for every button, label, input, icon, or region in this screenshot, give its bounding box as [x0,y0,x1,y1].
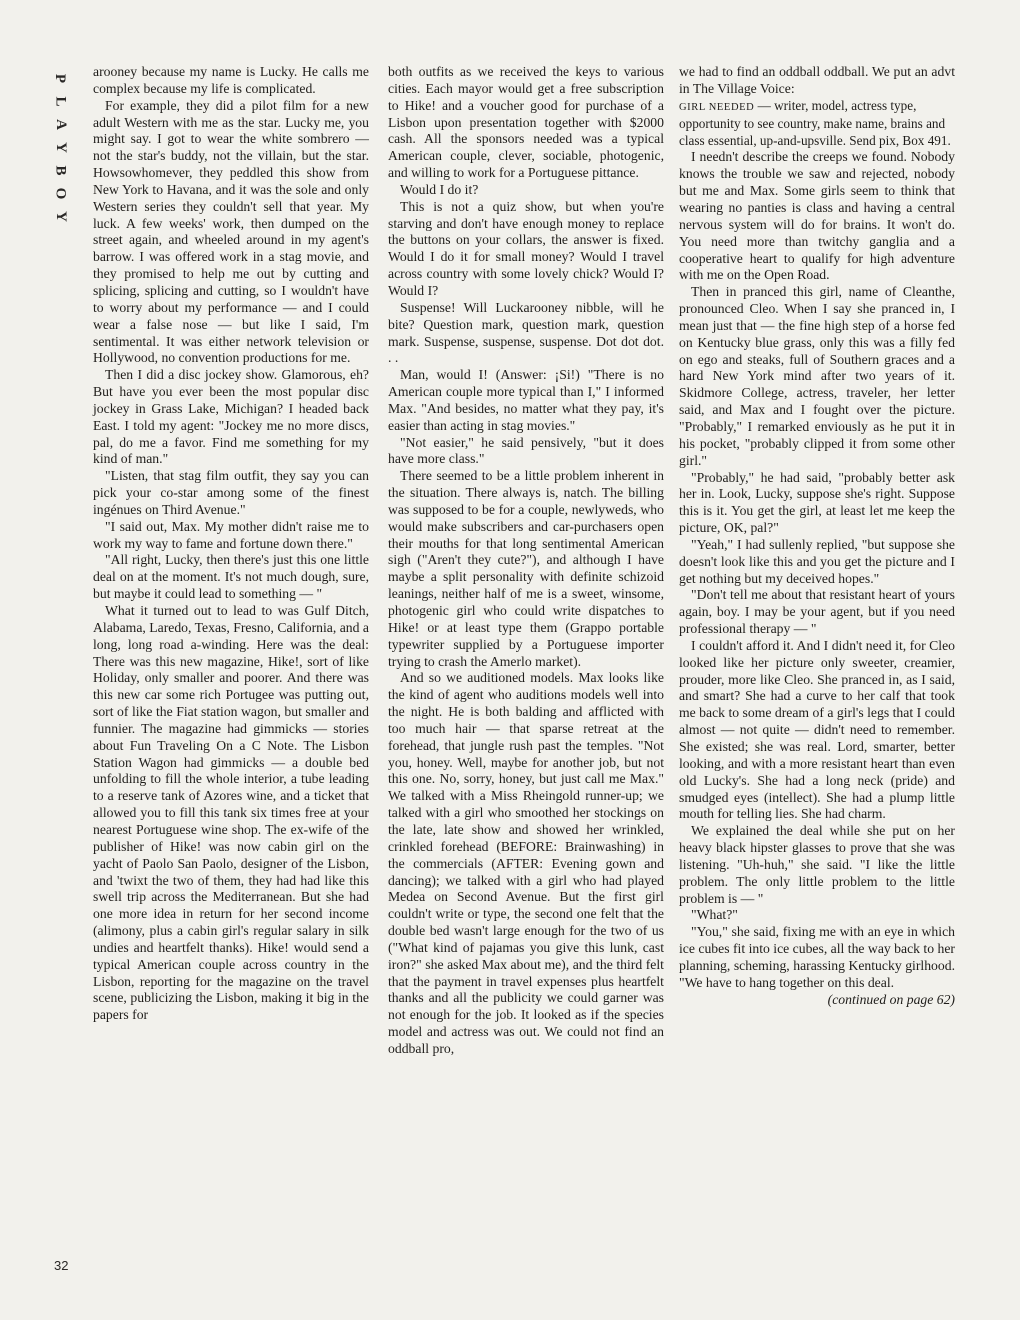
paragraph: "Not easier," he said pensively, "but it does have more class." [388,434,664,467]
paragraph: arooney because my name is Lucky. He calls me complex because my life is complicated. [93,64,369,96]
sidebar-letter: A [52,119,69,130]
paragraph: "Yeah," I had sullenly replied, "but suppose she doesn't look like this and you get the picture and I get nothing but my deceived hopes." [679,536,955,586]
paragraph: "What?" [691,907,738,923]
continued-note[interactable]: (continued on page 62) [827,991,955,1007]
text-column-2 [388,64,664,1058]
text-column-3 [679,64,955,1009]
text-column-1 [93,64,369,1024]
paragraph: We explained the deal while she put on her heavy black hipster glasses to prove that she was listening. "Uh-huh," she said. "I like the little problem. The only little problem to the little problem is — " [679,823,955,906]
sidebar-letter: P [52,73,69,84]
sidebar-letter: Y [52,142,69,153]
page-number: 32 [54,1258,69,1273]
paragraph: And so we auditioned models. Max looks like the kind of agent who auditions models well into the night. He is both balding and afflicted with too much hair — that sparse retreat at the forehead, that jungle rush past the temples. "Not you, honey. Well, maybe for another job, but not this one. No, sorry, honey, but just call me Max." We talked with a Miss Rheingold runner-up; we talked with a girl who smoothed her stockings on the late, late show and showed her wrinkled, crinkled forehead (BEFORE: Brainwashing) in the commercials (AFTER: Evening gown and dancing); we talked with a girl who had played Medea on Second Avenue. But the first girl couldn't write or type, the second one felt that the double bed wasn't large enough for the two of us ("What kind of pajamas you give this lunk, cast iron?" she asked Max about me), and the third felt that the payment in travel expenses plus heartfelt thanks and all the publicity we could garner was not enough for the job. It looked as if the species model and actress was out. We could not find an oddball pro, [388,670,664,1056]
paragraph: Would I do it? [400,181,479,197]
paragraph: There seemed to be a little problem inherent in the situation. There always is, natch. The billing was supposed to be for a couple, newlyweds, who would make subscribers and car-purchasers open their mouths for that long sentimental American sigh ("Aren't they cute?"), and although I have maybe a split personality with definite schizoid leanings, neither half of me is a sweet, winsome, photogenic girl who could write dispatches to Hike! or at least type them (Grappo portable typewriter supplied by a Portuguese importer trying to crash the Amerlo market). [388,468,664,669]
paragraph: Man, would I! (Answer: ¡Si!) "There is no American couple more typical than I," I informed Max. "And besides, no matter what they pay, it's easier than acting in stag movies." [388,367,664,433]
sidebar-letter: O [52,187,69,200]
paragraph: "Listen, that stag film outfit, they say you can pick your co-star among some of the finest ingénues on Third Avenue." [93,468,369,517]
classified-ad [679,98,955,150]
ad-lead: GIRL NEEDED [679,101,755,113]
magazine-sidebar-logo [44,70,76,230]
paragraph: "Don't tell me about that resistant heart of yours again, boy. I may be your agent, but if you need professional therapy — " [679,587,955,637]
sidebar-letter: Y [52,211,69,222]
paragraph: "All right, Lucky, then there's just this one little deal on at the moment. It's not much dough, sure, but maybe it could lead to something — " [93,552,369,602]
paragraph: Suspense! Will Luckarooney nibble, will he bite? Question mark, question mark, question mark. Suspense, suspense, suspense. Dot dot dot. . . [388,299,664,366]
ad-body: — writer, model, actress type, opportunity to see country, make name, brains and class essential, up-and-upsville. Send pix, Box 491. [679,97,951,148]
sidebar-letter: L [52,96,69,107]
paragraph: "I said out, Max. My mother didn't raise me to work my way to fame and fortune down there." [93,518,369,551]
paragraph: "You," she said, fixing me with an eye in which ice cubes fit into ice cubes, all the way back to her planning, scheming, harassing Kentucky girlhood. "We have to hang together on this deal. [679,924,955,990]
sidebar-letter: B [52,165,69,176]
paragraph: This is not a quiz show, but when you're starving and don't have enough money to replace the buttons on your collars, the answer is fixed. Would I do it for small money? Would I travel across country with some lovely chick? Would I? Would I? [388,198,664,298]
paragraph: Then I did a disc jockey show. Glamorous, eh? But have you ever been the most popular disc jockey in Grass Lake, Michigan? I headed back East. I told my agent: "Jockey me no more discs, pal, do me a favor. Find me something for my kind of man." [93,367,369,467]
paragraph: I couldn't afford it. And I didn't need it, for Cleo looked like her picture only sweeter, creamier, prouder, more like Cleo. She pranced in, as I said, and smart? She had a curve to her calf that took me back to some dream of a girl's legs that I could almost — not quite — didn't need to remember. She existed; she was real. Lord, smarter, better looking, and with a more resistant heart than even old Lucky's. She had a long neck (pride) and smudged eyes (intellect). She had a plump little mouth for telling lies. She had charm. [679,637,955,822]
paragraph: I needn't describe the creeps we found. Nobody knows the trouble we saw and rejected, nobody but me and Max. Some girls seem to think that wearing no panties is class and having a central nervous system will do for brains. It won't do. You need more than twitchy ganglia and a cooperative heart to qualify for high adventure with me on the Open Road. [679,149,955,283]
paragraph: What it turned out to lead to was Gulf Ditch, Alabama, Laredo, Texas, Fresno, California, and a long, long road a-winding. Here was the deal: There was this new magazine, Hike!, sort of like Holiday, only smaller and poorer. And there was this new car some rich Portugee was putting out, sort of like the Fiat station wagon, but smaller and funnier. The magazine had gimmicks — stories about Fun Traveling On a C Note. The Lisbon Station Wagon had gimmicks — a double bed unfolding to fill the whole interior, a tube leading to a reserve tank of Azores wine, and a ticket that allowed you to fill this tank six times free at your nearest Portuguese wine shop. The ex-wife of the publisher of Hike! was now cabin girl on the yacht of Paolo San Paolo, designer of the Lisbon, and 'twixt the two of them, they had had like this swell trip across the Mediterranean. But she had one more idea in return for her second income (alimony, plus a cabin girl's regular salary in silk undies and heartfelt thanks). Hike! would send a typical American couple across country in the Lisbon, reporting for the magazine on the travel scene, publicizing the Lisbon, making it big in the papers for [93,603,369,1023]
paragraph: we had to find an oddball oddball. We put an advt in The Village Voice: [679,64,955,96]
paragraph: Then in pranced this girl, name of Cleanthe, pronounced Cleo. When I say she pranced in, I mean just that — the fine high step of a horse fed on Kentucky blue grass, only this was a filly fed on ego and steaks, full of Southern graces and a hard New York mind after two years of it. Skidmore College, actress, traveler, her letter said, and Max and I fought over the picture. "Probably," I remarked enviously as he put it in his pocket, "probably clipped it from some other girl." [679,284,955,468]
paragraph: For example, they did a pilot film for a new adult Western with me as the star. Lucky me, you might say. I got to wear the white sombrero — not the star's buddy, not the villain, but the star. Howsowhomever, they peddled this show from New York to Havana, and it was the sole and only Western series they couldn't sell that year. My luck. A few weeks' work, then dumped on the street again, and wheeled around in my agent's barrow. I was offered work in a stag movie, and they promised to help me out by cutting and splicing, splicing and cutting, so I wouldn't have to worry about my performance — and I could wear a false nose — but like I said, I'm sentimental. It was either network television or Hollywood, no convention productions for me. [93,97,369,366]
paragraph: both outfits as we received the keys to various cities. Each mayor would get a free subscription to Hike! and a voucher good for purchase of a Lisbon upon presentation together with $2000 cash. All the sponsors needed was a typical American couple, clever, sociable, photogenic, and willing to work for a Portuguese pittance. [388,64,664,181]
paragraph: "Probably," he had said, "probably better ask her in. Look, Lucky, suppose she's right. Suppose this is it. You get the girl, at least let me keep the picture, OK, pal?" [679,469,955,536]
